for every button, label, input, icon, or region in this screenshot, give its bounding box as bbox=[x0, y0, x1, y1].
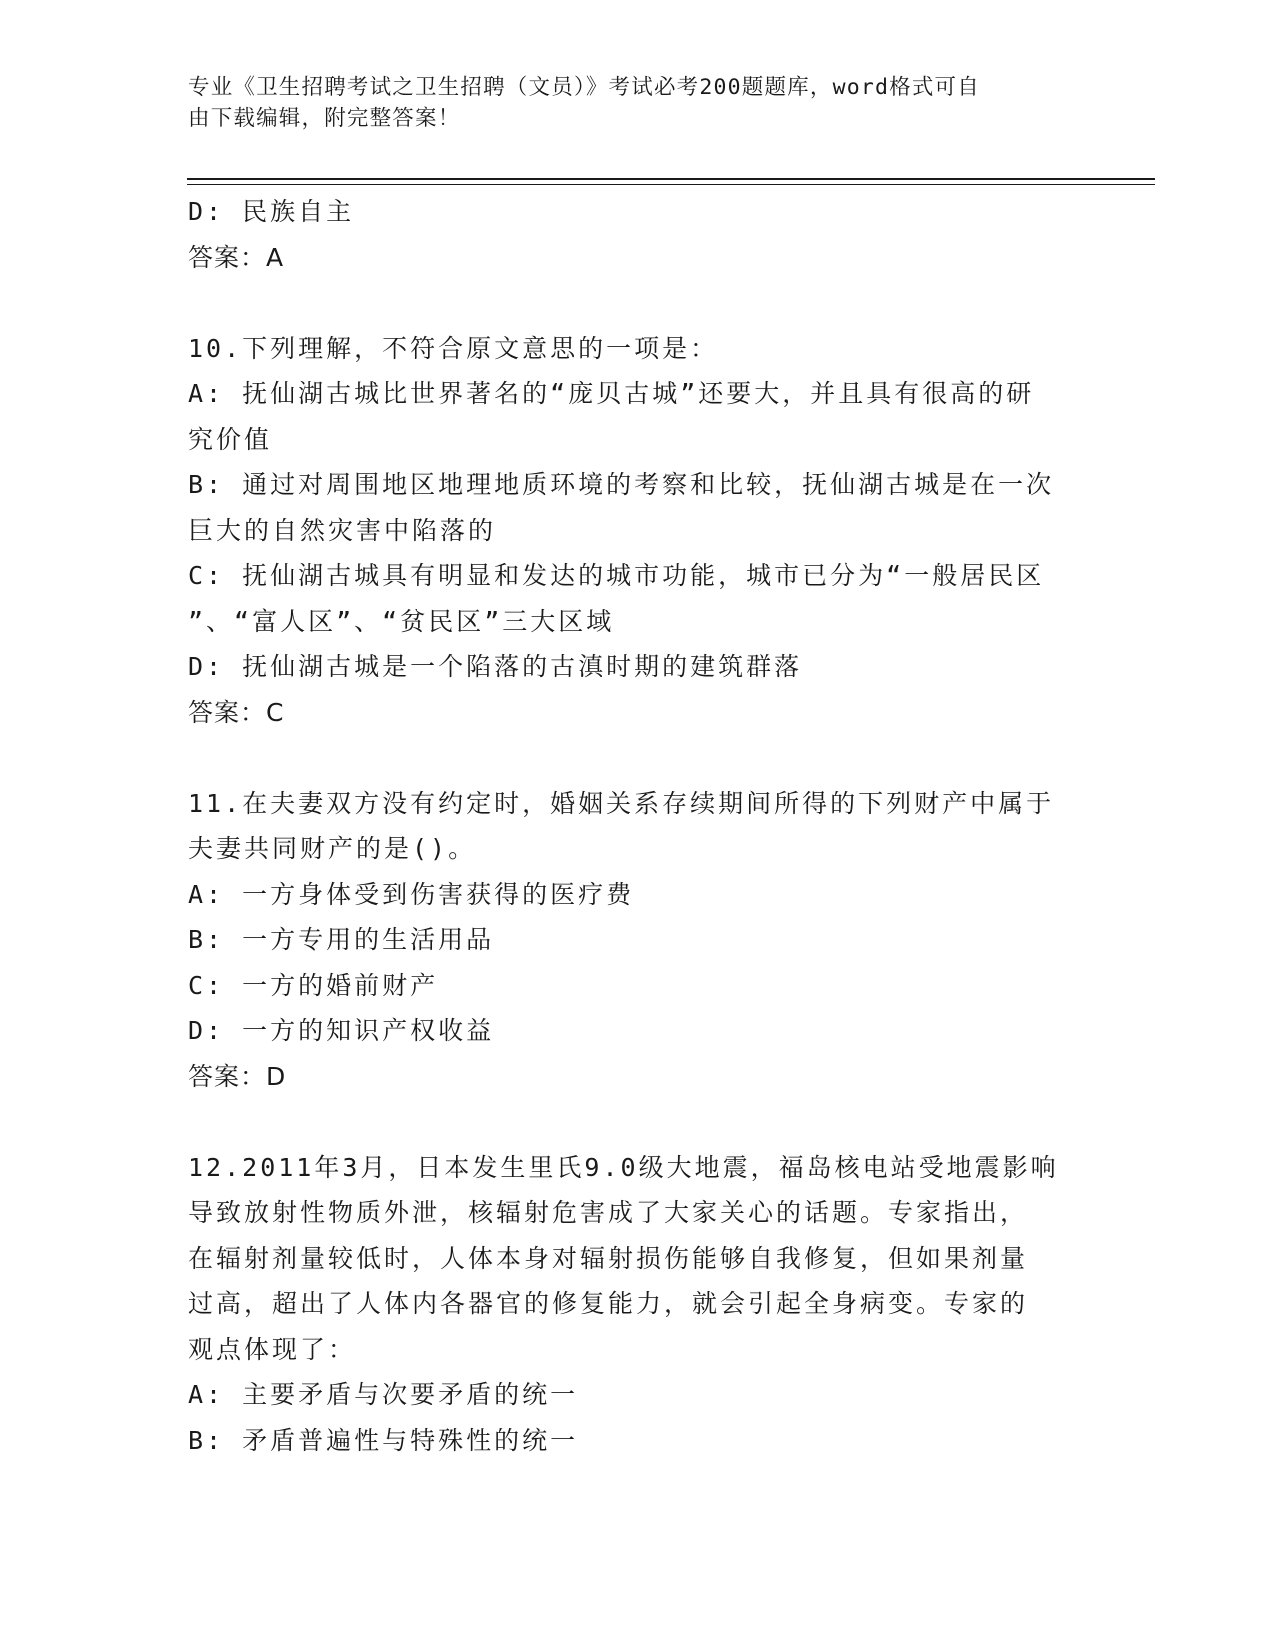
document-header bbox=[188, 72, 1068, 134]
question-stem: 11.在夫妻双方没有约定时，婚姻关系存续期间所得的下列财产中属于 bbox=[188, 788, 1055, 818]
option-b: B: 通过对周围地区地理地质环境的考察和比较，抚仙湖古城是在一次 bbox=[188, 470, 1055, 499]
option-d: D: 一方的知识产权收益 bbox=[188, 1016, 495, 1045]
question-stem-continued: 在辐射剂量较低时，人体本身对辐射损伤能够自我修复，但如果剂量 bbox=[188, 1243, 1029, 1273]
question-stem-continued: 导致放射性物质外泄，核辐射危害成了大家关心的话题。专家指出， bbox=[188, 1198, 1029, 1227]
option-d: D: 抚仙湖古城是一个陷落的古滇时期的建筑群落 bbox=[188, 652, 803, 681]
header-divider-thin bbox=[187, 184, 1155, 185]
option-a: A: 一方身体受到伤害获得的医疗费 bbox=[188, 879, 635, 909]
option-a: A: 主要矛盾与次要矛盾的统一 bbox=[188, 1380, 579, 1409]
header-line-1: 专业《卫生招聘考试之卫生招聘（文员）》考试必考200题题库，word格式可自 bbox=[188, 75, 980, 100]
header-divider-thick bbox=[187, 178, 1155, 180]
question-stem: 10.下列理解，不符合原文意思的一项是： bbox=[188, 333, 719, 363]
answer: 答案：A bbox=[188, 242, 285, 272]
option-b: B: 矛盾普遍性与特殊性的统一 bbox=[188, 1425, 579, 1455]
header-line-2: 由下载编辑，附完整答案！ bbox=[188, 106, 461, 131]
question-stem: 12.2011年3月，日本发生里氏9.0级大地震，福岛核电站受地震影响 bbox=[188, 1152, 1059, 1182]
question-stem-continued: 夫妻共同财产的是()。 bbox=[188, 834, 477, 863]
question-content bbox=[188, 189, 1088, 1463]
spacer bbox=[188, 280, 1088, 326]
option-c: C: 一方的婚前财产 bbox=[188, 970, 439, 1000]
question-10 bbox=[188, 326, 1088, 736]
option-b: B: 一方专用的生活用品 bbox=[188, 925, 495, 954]
question-stem-continued: 观点体现了： bbox=[188, 1334, 357, 1364]
option-a-continued: 究价值 bbox=[188, 424, 273, 454]
answer: 答案：D bbox=[188, 1061, 287, 1091]
spacer bbox=[188, 1099, 1088, 1145]
question-9-tail bbox=[188, 189, 1088, 280]
question-12 bbox=[188, 1145, 1088, 1464]
answer: 答案：C bbox=[188, 697, 285, 727]
option-d: D: 民族自主 bbox=[188, 197, 355, 226]
option-b-continued: 巨大的自然灾害中陷落的 bbox=[188, 515, 497, 545]
option-a: A: 抚仙湖古城比世界著名的“庞贝古城”还要大，并且具有很高的研 bbox=[188, 379, 1035, 408]
question-11 bbox=[188, 781, 1088, 1100]
option-c-continued: ”、“富人区”、“贫民区”三大区域 bbox=[188, 606, 615, 636]
spacer bbox=[188, 735, 1088, 781]
option-c: C: 抚仙湖古城具有明显和发达的城市功能，城市已分为“一般居民区 bbox=[188, 561, 1045, 590]
question-stem-continued: 过高，超出了人体内各器官的修复能力，就会引起全身病变。专家的 bbox=[188, 1289, 1029, 1318]
